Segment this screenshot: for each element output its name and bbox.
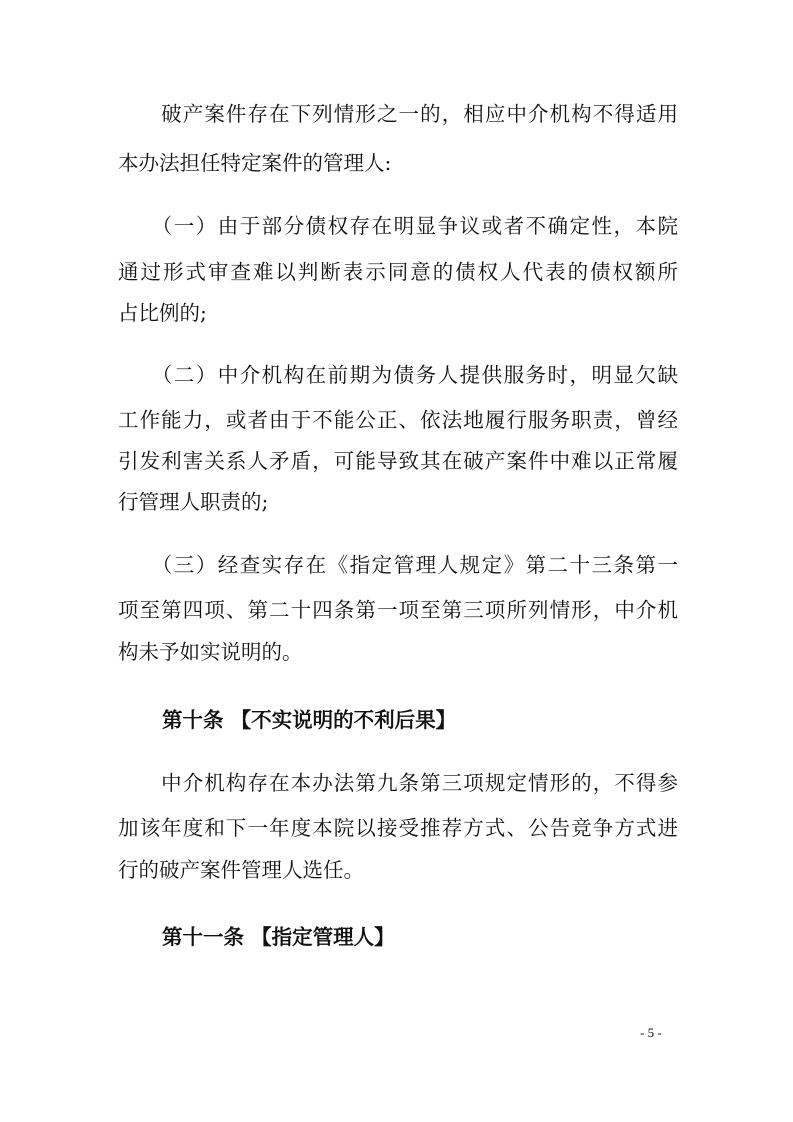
paragraph-line: 加该年度和下一年度本院以接受推荐方式、公告竞争方式进 [118, 816, 678, 840]
list-item-line: 工作能力，或者由于不能公正、依法地履行服务职责，曾经 [118, 408, 678, 432]
article-heading: 第十条 【不实说明的不利后果】 [162, 708, 457, 732]
article-heading: 第十一条 【指定管理人】 [162, 925, 395, 949]
list-item-line: （二）中介机构在前期为债务人提供服务时，明显欠缺 [118, 363, 678, 387]
list-item-line: 通过形式审查难以判断表示同意的债权人代表的债权额所 [118, 260, 678, 284]
list-item-line: （三）经查实存在《指定管理人规定》第二十三条第一 [118, 553, 678, 577]
page-number: - 5 - [640, 1025, 662, 1040]
list-item-line: 占比例的; [118, 301, 207, 325]
paragraph-line: 中介机构存在本办法第九条第三项规定情形的，不得参 [118, 771, 678, 795]
paragraph-line: 本办法担任特定案件的管理人: [118, 151, 392, 175]
list-item-line: 构未予如实说明的。 [118, 640, 303, 664]
paragraph-line: 破产案件存在下列情形之一的，相应中介机构不得适用 [118, 102, 678, 126]
list-item-line: 引发利害关系人矛盾，可能导致其在破产案件中难以正常履 [118, 449, 678, 473]
list-item-line: 行管理人职责的; [118, 490, 269, 514]
list-item-line: 项至第四项、第二十四条第一项至第三项所列情形，中介机 [118, 598, 678, 622]
paragraph-line: 行的破产案件管理人选任。 [118, 858, 364, 882]
list-item-line: （一）由于部分债权存在明显争议或者不确定性，本院 [118, 214, 678, 238]
